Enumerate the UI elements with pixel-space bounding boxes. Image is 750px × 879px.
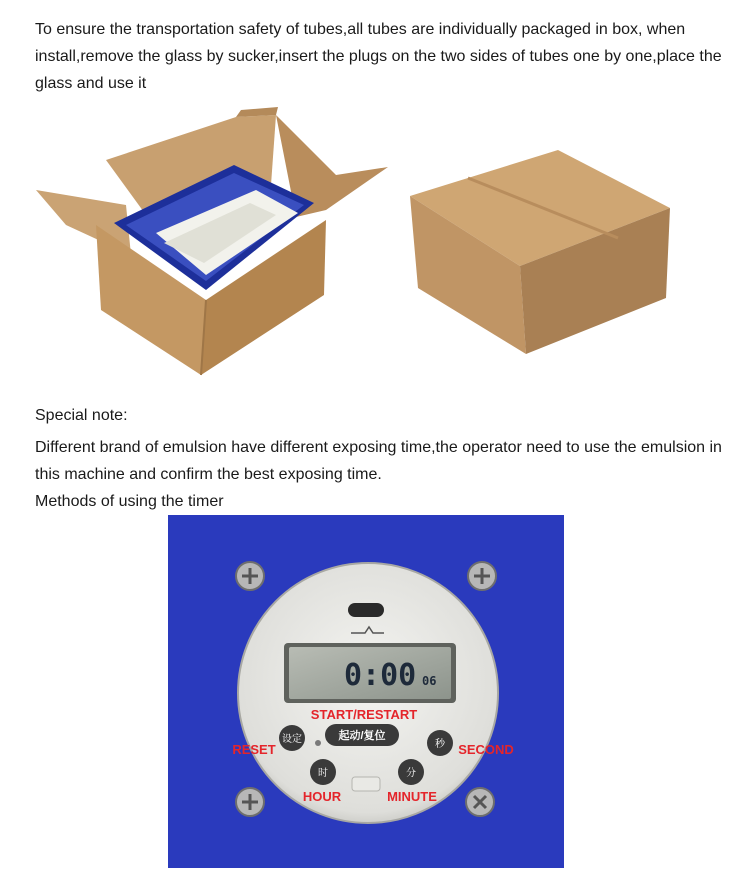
closed-box-photo [408, 148, 673, 355]
svg-text:起动/复位: 起动/复位 [338, 730, 386, 742]
second-button[interactable] [427, 730, 453, 756]
hour-button[interactable] [310, 759, 336, 785]
start-restart-label: START/RESTART [310, 707, 418, 722]
svg-text:时: 时 [318, 768, 328, 779]
lcd-time: 0:00 [344, 658, 417, 693]
start-restart-button[interactable] [325, 724, 399, 746]
reset-label: RESET [232, 742, 276, 757]
hour-label: HOUR [302, 789, 342, 804]
indicator-dot [315, 740, 321, 746]
minute-button[interactable] [398, 759, 424, 785]
lcd-seconds: 06 [422, 674, 437, 688]
minute-label: MINUTE [387, 789, 437, 804]
screw-icon [468, 562, 496, 590]
screw-icon [236, 562, 264, 590]
second-label: SECOND [458, 742, 514, 757]
special-note-title: Special note: [35, 407, 128, 424]
screw-icon [236, 788, 264, 816]
timer-section-title: Methods of using the timer [35, 493, 224, 510]
svg-text:设定: 设定 [282, 734, 302, 745]
special-note-body: Different brand of emulsion have different exposing time,the operator need to use the emulsion in this machine and confirm the best exposing time. [35, 439, 722, 483]
screw-icon [466, 788, 494, 816]
open-box-photo [36, 105, 388, 377]
intro-paragraph: To ensure the transportation safety of tubes,all tubes are individually packaged in box, when install,remove the glass by sucker,insert the plugs on the two sides of tubes one by one,place the glass and use it [35, 21, 722, 92]
indicator-slot [348, 603, 384, 617]
svg-text:分: 分 [406, 768, 416, 779]
bottom-tab [352, 777, 380, 791]
reset-button[interactable] [279, 725, 305, 751]
svg-text:秒: 秒 [435, 739, 445, 750]
timer-photo [168, 515, 564, 868]
